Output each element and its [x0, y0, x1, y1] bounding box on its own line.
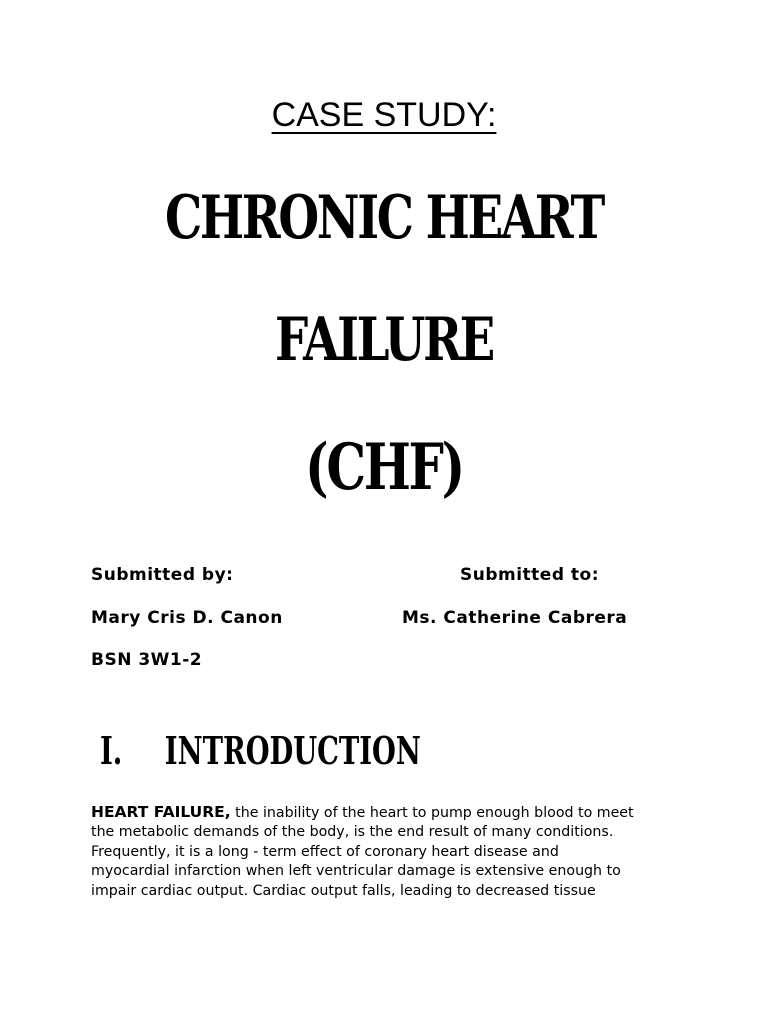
case-study-label: CASE STUDY: — [271, 96, 497, 134]
instructor-name: Ms. Catherine Cabrera — [402, 608, 628, 628]
student-name: Mary Cris D. Canon — [91, 608, 283, 628]
body-paragraph — [91, 803, 681, 901]
section-number: I. — [100, 728, 123, 773]
title-line-3: (CHF) — [305, 430, 463, 505]
body-line-3: Frequently, it is a long - term effect of coronary heart disease and — [91, 843, 559, 860]
body-line-5: impair cardiac output. Cardiac output falls, leading to decreased tissue — [91, 882, 596, 899]
body-line-1-text: the inability of the heart to pump enough blood to meet — [230, 805, 634, 821]
body-line-4: myocardial infarction when left ventricular damage is extensive enough to — [91, 863, 621, 880]
case-study-heading — [0, 96, 768, 135]
title-line-1: CHRONIC HEART — [164, 183, 604, 253]
body-line-1 — [91, 803, 681, 823]
submitted-to-label: Submitted to: — [460, 565, 600, 585]
body-line-2: the metabolic demands of the body, is the end result of many conditions. — [91, 824, 614, 841]
submitted-by-label: Submitted by: — [91, 565, 234, 585]
section-heading — [100, 728, 421, 773]
section-title: INTRODUCTION — [164, 728, 421, 773]
title-line-2: FAILURE — [274, 305, 494, 375]
lead-term: HEART FAILURE, — [91, 803, 231, 821]
class-section: BSN 3W1-2 — [91, 650, 203, 670]
